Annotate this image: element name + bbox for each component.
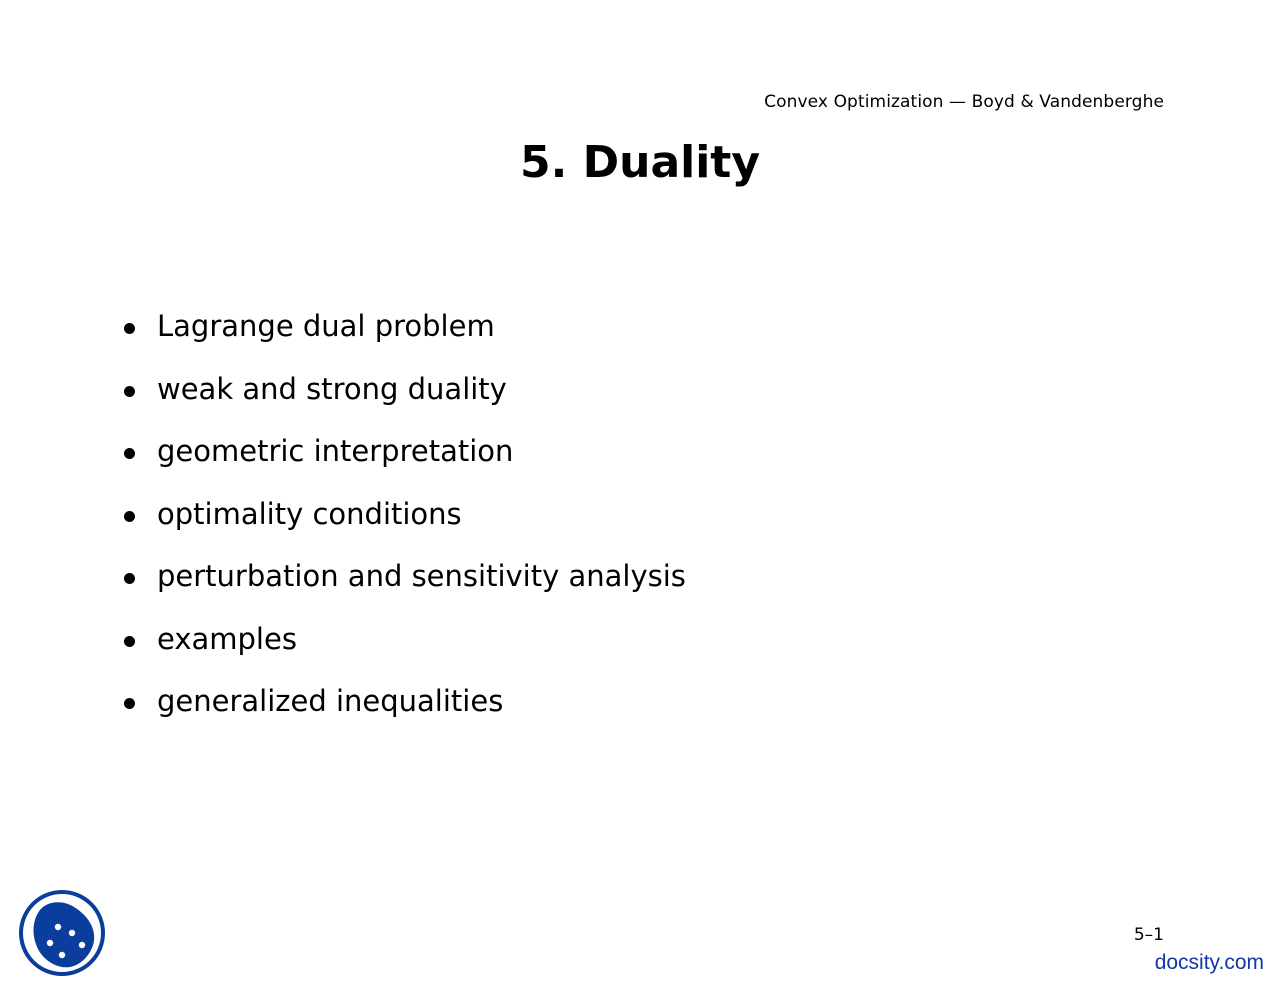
bullet-text: perturbation and sensitivity analysis xyxy=(157,559,686,593)
bullet-text: examples xyxy=(157,621,297,656)
list-item xyxy=(122,429,686,492)
list-item xyxy=(122,367,686,430)
bullet-text: Lagrange dual problem xyxy=(157,309,495,343)
list-item xyxy=(122,617,686,680)
bullet-text: weak and strong duality xyxy=(157,371,507,406)
bullet-icon xyxy=(124,573,135,584)
list-item xyxy=(122,554,686,617)
list-item xyxy=(122,492,686,555)
bullet-text: generalized inequalities xyxy=(157,684,504,718)
university-seal-icon xyxy=(18,889,106,977)
bullet-icon xyxy=(124,636,135,647)
page-number: 5–1 xyxy=(1133,925,1164,945)
bullet-text: optimality conditions xyxy=(157,496,462,531)
bullet-text: geometric interpretation xyxy=(157,434,514,468)
slide-title: 5. Duality xyxy=(519,137,761,188)
bullet-icon xyxy=(124,323,135,334)
bullet-icon xyxy=(124,448,135,459)
running-header: Convex Optimization — Boyd & Vandenberghe xyxy=(764,92,1164,112)
bullet-icon xyxy=(124,386,135,397)
docsity-link[interactable]: docsity.com xyxy=(1154,951,1264,974)
bullet-icon xyxy=(124,698,135,709)
bullet-list xyxy=(122,304,686,742)
list-item xyxy=(122,304,686,367)
bullet-icon xyxy=(124,511,135,522)
list-item xyxy=(122,679,686,742)
